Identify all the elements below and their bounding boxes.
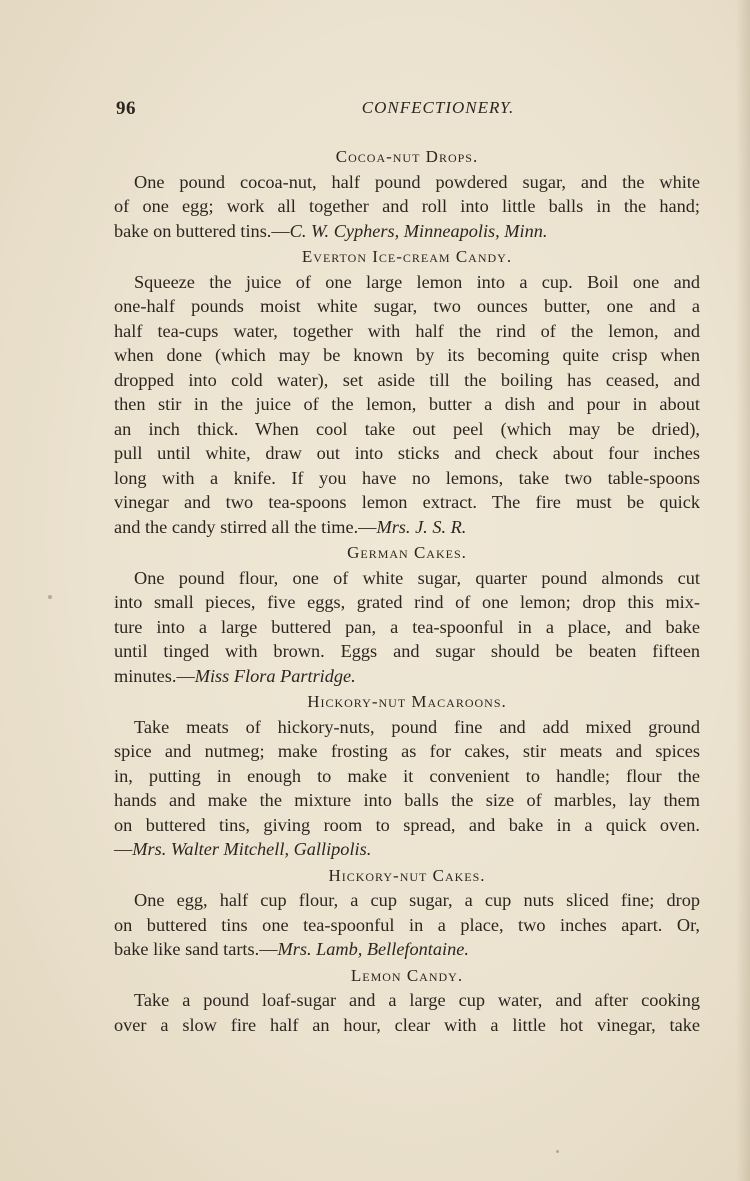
final-line-text: minutes.— [114,665,195,686]
text-line: in, putting in enough to make it convenient to handle; flour the [114,765,700,786]
text-line: One pound cocoa-nut, half pound powdered sugar, and the white [134,171,700,192]
final-line-text: — [114,839,133,859]
recipe-heading: Everton Ice-cream Candy. [301,247,513,266]
text-line-final [114,219,700,244]
text-line: pull until white, draw out into sticks and check about four inches [114,443,700,463]
final-line-text: bake like sand tarts.— [114,939,278,959]
recipe-heading: Lemon Candy. [350,965,464,985]
recipe-section [114,539,700,688]
final-line-text: bake on buttered tins.— [114,220,290,241]
text-line: Take meats of hickory-nuts, pound fine and add mixed ground [134,716,700,737]
text-line: on buttered tins one tea-spoonful in a place, two inches apart. Or, [114,914,700,935]
text-line: ture into a large buttered pan, a tea-spoonful in a place, and bake [114,616,700,637]
text-line: of one egg; work all together and roll into little balls in the hand; [114,196,700,216]
running-head [116,98,700,124]
text-line: half tea-cups water, together with half the rind of the lemon, and [114,320,700,341]
recipe-section [114,243,700,539]
text-line: until tinged with brown. Eggs and sugar should be beaten fifteen [114,641,700,661]
text-line: on buttered tins, giving room to spread, and bake in a quick oven. [114,814,700,835]
text-line: One pound flour, one of white sugar, quarter pound almonds cut [134,567,700,588]
recipe-heading: Cocoa-nut Drops. [335,147,479,166]
recipe-credit: Mrs. J. S. R. [376,516,467,537]
recipe-paragraph [114,566,700,689]
recipe-section [114,688,700,862]
text-line: Take a pound loaf-sugar and a large cup water, and after cooking [134,990,700,1010]
recipe-paragraph [114,988,700,1037]
text-line: Squeeze the juice of one large lemon into a cup. Boil one and [134,271,700,292]
text-line: an inch thick. When cool take out peel (which may be dried), [114,418,700,439]
text-line: into small pieces, five eggs, grated rind of one lemon; drop this mix- [114,592,700,612]
text-line: One egg, half cup flour, a cup sugar, a cup nuts sliced fine; drop [134,890,700,910]
text-line: hands and make the mixture into balls the size of marbles, lay them [114,790,700,810]
recipe-section [114,143,700,243]
text-line: spice and nutmeg; make frosting as for cakes, stir meats and spices [114,741,700,761]
recipe-heading: Hickory-nut Cakes. [328,865,486,885]
recipe-paragraph [114,888,700,962]
recipe-credit: Miss Flora Partridge. [194,665,356,686]
final-line-text: and the candy stirred all the time.— [114,516,377,537]
text-line: then stir in the juice of the lemon, butter a dish and pour in about [114,394,700,414]
recipe-credit: Mrs. Walter Mitchell, Gallipolis. [132,839,372,859]
text-line: one-half pounds moist white sugar, two ounces butter, one and a [114,296,700,316]
paper-speck [556,1150,559,1153]
recipe-section [114,862,700,962]
text-line-final [114,837,700,862]
text-line-final [114,664,700,689]
recipe-heading: German Cakes. [347,543,467,562]
running-title: CONFECTIONERY. [361,98,515,117]
recipe-credit: C. W. Cyphers, Minneapolis, Minn. [289,220,548,241]
text-line-final [114,937,700,962]
text-line: long with a knife. If you have no lemons, take two table-spoons [114,467,700,488]
page-edge-shadow [736,0,750,1181]
recipe-heading: Hickory-nut Macaroons. [307,692,507,711]
recipe-body [114,143,700,1037]
recipe-section [114,962,700,1038]
text-line: vinegar and two tea-spoons lemon extract. The fire must be quick [114,492,700,512]
recipe-paragraph [114,715,700,862]
paper-speck [48,595,52,599]
recipe-paragraph [114,170,700,244]
text-line: over a slow fire half an hour, clear with a little hot vinegar, take [114,1014,700,1035]
page-number: 96 [116,98,136,119]
recipe-paragraph [114,270,700,540]
recipe-credit: Mrs. Lamb, Bellefontaine. [277,939,469,959]
text-line-final [114,515,700,540]
text-line: dropped into cold water), set aside till the boiling has ceased, and [114,369,700,390]
text-line: when done (which may be known by its becoming quite crisp when [114,345,700,365]
